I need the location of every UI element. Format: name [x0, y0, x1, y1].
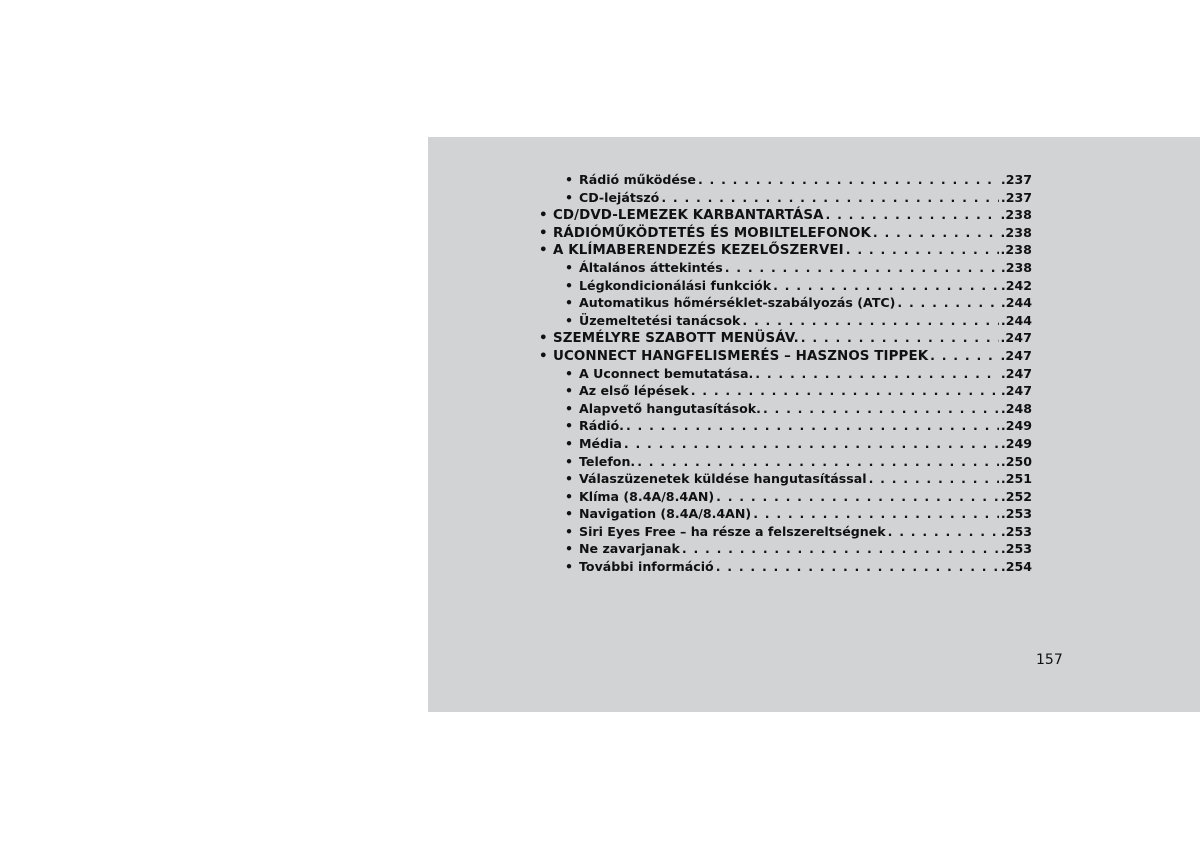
dot-leader: [698, 171, 999, 189]
toc-entry-title: SZEMÉLYRE SZABOTT MENÜSÁV.: [553, 331, 799, 347]
dot-leader: [682, 540, 999, 558]
toc-entry-title: Rádió működése: [579, 172, 696, 187]
dot-leader: [773, 277, 999, 295]
toc-entry[interactable]: [539, 347, 1032, 365]
toc-entry-page: .244: [1000, 312, 1032, 328]
dot-leader: [755, 365, 999, 383]
dot-leader: [624, 435, 999, 453]
toc-entry[interactable]: [539, 224, 1032, 242]
toc-entry-page: .254: [1000, 559, 1032, 575]
toc-entry[interactable]: [539, 312, 1032, 330]
toc-entry[interactable]: [539, 294, 1032, 312]
toc-entry[interactable]: [539, 365, 1032, 383]
toc-entry-page: .249: [1000, 435, 1032, 451]
toc-entry-page: .247: [1000, 347, 1032, 363]
toc-entry-title: Az első lépések: [579, 383, 689, 399]
bullet-icon: •: [565, 471, 574, 487]
toc-entry-title: Üzemeltetési tanácsok: [579, 312, 741, 328]
bullet-icon: •: [565, 523, 574, 539]
dot-leader: [897, 294, 999, 312]
dot-leader: [725, 259, 999, 277]
toc-entry[interactable]: [539, 488, 1032, 506]
toc-entry-title: A Uconnect bemutatása.: [579, 365, 754, 381]
toc-entry-page: .251: [1000, 471, 1032, 487]
bullet-icon: •: [539, 225, 548, 241]
toc-entry-title: Válaszüzenetek küldése hangutasítással: [579, 471, 867, 487]
dot-leader: [661, 189, 999, 207]
bullet-icon: •: [565, 400, 574, 416]
dot-leader: [637, 453, 999, 471]
toc-entry[interactable]: [539, 206, 1032, 224]
dot-leader: [846, 241, 999, 259]
bullet-icon: •: [565, 506, 574, 522]
bullet-icon: •: [565, 383, 574, 399]
toc-entry[interactable]: [539, 400, 1032, 418]
dot-leader: [716, 488, 999, 506]
toc-entry[interactable]: [539, 171, 1032, 189]
bullet-icon: •: [565, 172, 574, 187]
toc-entry-page: .238: [1000, 207, 1032, 223]
dot-leader: [753, 505, 999, 523]
toc-entry-title: Telefon.: [579, 453, 636, 469]
toc-entry-page: .238: [1000, 259, 1032, 275]
toc-entry-title: Automatikus hőmérséklet-szabályozás (ATC): [579, 295, 896, 311]
bullet-icon: •: [565, 277, 574, 293]
toc-entry[interactable]: [539, 189, 1032, 207]
toc-entry-title: Ne zavarjanak: [579, 541, 680, 557]
toc-entry-title: Alapvető hangutasítások.: [579, 400, 761, 416]
toc-entry[interactable]: [539, 470, 1032, 488]
dot-leader: [763, 400, 999, 418]
bullet-icon: •: [565, 418, 574, 434]
toc-entry[interactable]: [539, 558, 1032, 576]
toc-entry-title: RÁDIÓMŰKÖDTETÉS ÉS MOBILTELEFONOK: [553, 225, 871, 241]
toc-entry-title: UCONNECT HANGFELISMERÉS – HASZNOS TIPPEK: [553, 348, 929, 364]
toc-entry-title: Rádió.: [579, 418, 624, 434]
toc-entry[interactable]: [539, 453, 1032, 471]
toc-entry-title: Siri Eyes Free – ha része a felszereltségnek: [579, 523, 886, 539]
toc-entry[interactable]: [539, 382, 1032, 400]
toc-entry-page: .238: [1000, 224, 1032, 240]
toc-entry-page: .250: [1000, 453, 1032, 469]
toc-entry-page: .248: [1000, 400, 1032, 416]
toc-entry[interactable]: [539, 417, 1032, 435]
bullet-icon: •: [539, 331, 548, 347]
toc-entry-title: Általános áttekintés: [579, 259, 723, 275]
toc-entry-page: .237: [1000, 189, 1032, 205]
bullet-icon: •: [565, 312, 574, 328]
toc-entry[interactable]: [539, 523, 1032, 541]
toc-entry[interactable]: [539, 505, 1032, 523]
bullet-icon: •: [539, 243, 548, 259]
toc-entry-page: .247: [1000, 365, 1032, 381]
bullet-icon: •: [565, 453, 574, 469]
toc-entry-page: .253: [1000, 541, 1032, 557]
bullet-icon: •: [539, 348, 548, 364]
dot-leader: [888, 523, 999, 541]
toc-entry-page: .253: [1000, 506, 1032, 522]
toc-entry-title: Légkondicionálási funkciók: [579, 277, 772, 293]
toc-entry-page: .247: [1000, 383, 1032, 399]
bullet-icon: •: [565, 488, 574, 504]
toc-entry-page: .237: [1000, 172, 1032, 187]
toc-entry-page: .242: [1000, 277, 1032, 293]
bullet-icon: •: [565, 259, 574, 275]
toc-entry-page: .238: [1000, 242, 1032, 258]
toc-entry-title: További információ: [579, 559, 714, 575]
bullet-icon: •: [565, 559, 574, 575]
dot-leader: [742, 312, 999, 330]
toc-entry-page: .244: [1000, 295, 1032, 311]
bullet-icon: •: [539, 208, 548, 224]
toc-entry[interactable]: [539, 259, 1032, 277]
bullet-icon: •: [565, 365, 574, 381]
toc-entry[interactable]: [539, 435, 1032, 453]
dot-leader: [801, 329, 999, 347]
dot-leader: [691, 382, 999, 400]
page-number: 157: [1036, 652, 1063, 668]
toc-entry-title: Navigation (8.4A/8.4AN): [579, 506, 752, 522]
bullet-icon: •: [565, 189, 574, 205]
toc-entry[interactable]: [539, 277, 1032, 295]
toc-entry-title: CD/DVD-LEMEZEK KARBANTARTÁSA: [553, 208, 824, 224]
dot-leader: [930, 347, 998, 365]
toc-entry-page: .247: [1000, 330, 1032, 346]
bullet-icon: •: [565, 295, 574, 311]
dot-leader: [716, 558, 999, 576]
toc-entry-page: .253: [1000, 523, 1032, 539]
dot-leader: [626, 417, 999, 435]
toc-entry[interactable]: [539, 241, 1032, 259]
dot-leader: [873, 224, 999, 242]
toc-entry-title: Klíma (8.4A/8.4AN): [579, 488, 715, 504]
table-of-contents: [539, 171, 1032, 576]
toc-entry-title: Média: [579, 435, 622, 451]
toc-entry-title: CD-lejátszó: [579, 189, 660, 205]
toc-entry-title: A KLÍMABERENDEZÉS KEZELŐSZERVEI: [553, 243, 844, 259]
toc-entry-page: .249: [1000, 418, 1032, 434]
dot-leader: [826, 206, 999, 224]
bullet-icon: •: [565, 435, 574, 451]
toc-entry-page: .252: [1000, 488, 1032, 504]
dot-leader: [869, 470, 999, 488]
toc-entry[interactable]: [539, 540, 1032, 558]
bullet-icon: •: [565, 541, 574, 557]
toc-entry[interactable]: [539, 329, 1032, 347]
